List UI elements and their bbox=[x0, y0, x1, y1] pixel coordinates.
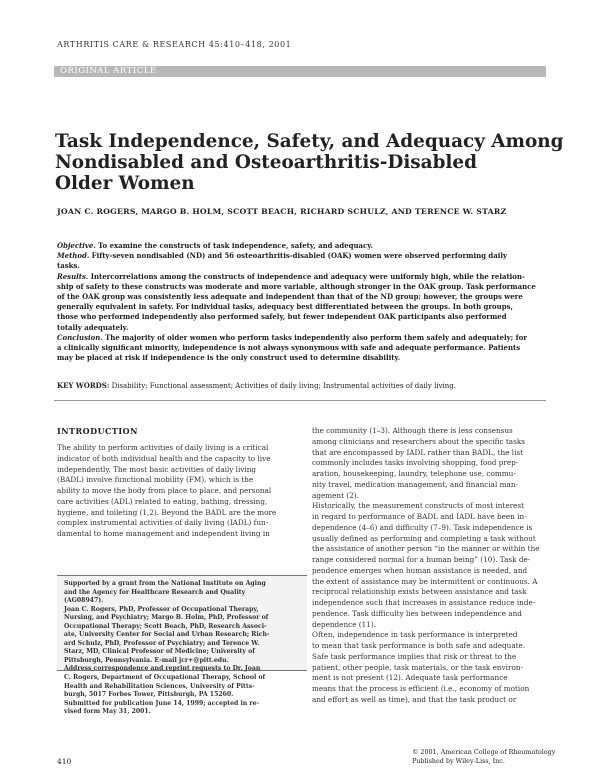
text-line: that are encompassed by IADL rather than BADL, the list bbox=[312, 447, 524, 457]
abstract-text: Intercorrelations among the constructs of independence and adequacy were uniformly high, while the relation- bbox=[88, 271, 525, 281]
keywords bbox=[57, 381, 456, 390]
abstract-line: those who performed independently also performed safely, but fewer independent OAK participants also performed bbox=[57, 312, 507, 322]
text-line: reciprocal relationship exists between assistance and task bbox=[312, 587, 527, 597]
abstract-label: Results. bbox=[57, 271, 89, 281]
abstract-line: totally adequately. bbox=[57, 322, 129, 332]
abstract-line: of the OAK group was consistently less adequate and independent than that of the ND group; however, the groups were bbox=[57, 292, 523, 302]
text-line: commonly includes tasks involving shopping, food prep- bbox=[312, 458, 519, 468]
text-line: ability to move the body from place to place, and personal bbox=[57, 486, 272, 495]
text-line: (BADL) involve functional mobility (FM), which is the bbox=[57, 475, 254, 485]
footnote-line: and the Agency for Healthcare Research and Quality bbox=[64, 588, 246, 596]
abstract-line: tasks. bbox=[57, 261, 80, 271]
text-line: the extent of assistance may be intermittent or continuous. A bbox=[312, 576, 538, 586]
text-line: means that the process is efficient (i.e., economy of motion bbox=[312, 684, 530, 693]
footnote-line: Supported by a grant from the National Institute on Aging bbox=[64, 580, 266, 587]
footnote-line: vised form May 31, 2001. bbox=[64, 708, 151, 716]
footnote-line: Health and Rehabilitation Sciences, University of Pitts- bbox=[64, 682, 255, 690]
left-column-text bbox=[57, 443, 276, 540]
text-line: dependence (4–6) and difficulty (7–9). Task independence is bbox=[312, 522, 533, 532]
text-line: indicator of both individual health and the capacity to live bbox=[57, 453, 271, 463]
text-line: Safe task performance implies that risk or threat to the bbox=[312, 651, 517, 661]
text-line: pendence. Task difficulty lies between independence and bbox=[312, 608, 522, 618]
right-column-text bbox=[312, 426, 540, 706]
title-line: Older Women bbox=[55, 173, 195, 194]
footnote bbox=[64, 580, 269, 717]
keywords-text: Disability; Functional assessment; Activities of daily living; Instrumental activities of daily living. bbox=[109, 382, 456, 390]
abstract-conclusion bbox=[57, 333, 545, 343]
copyright-notice bbox=[412, 748, 555, 765]
text-line: agement (2). bbox=[312, 490, 359, 500]
footnote-line: ate, University Center for Social and Urban Research; Rich- bbox=[64, 631, 270, 639]
footnote-line: C. Rogers, Department of Occupational Therapy, School of bbox=[64, 674, 266, 682]
keywords-label: KEY WORDS: bbox=[57, 381, 110, 390]
footnote-line: Address correspondence and reprint requests to Dr. Joan bbox=[64, 665, 261, 673]
abstract-text: To examine the constructs of task independence, safety, and adequacy. bbox=[95, 241, 373, 250]
abstract-method bbox=[57, 251, 545, 261]
abstract-objective bbox=[57, 241, 545, 251]
abstract-label: Conclusion. bbox=[57, 332, 103, 342]
text-line: hygiene, and toileting (1,2). Beyond the BADL are the more bbox=[57, 507, 277, 517]
text-line: patient, other people, task materials, or the task environ- bbox=[312, 662, 523, 672]
copyright-line: © 2001, American College of Rheumatology bbox=[412, 748, 556, 756]
abstract-line: a clinically significant minority, independence is not always synonymous with safe and adequate performance. Patients bbox=[57, 343, 521, 353]
footnote-line: Occupational Therapy; Scott Beach, PhD, Research Associ- bbox=[64, 622, 267, 630]
section-divider bbox=[54, 400, 546, 401]
text-line: aration, housekeeping, laundry, telephone use, commu- bbox=[312, 469, 516, 478]
abstract-line: ship of safety to these constructs was moderate and more variable, although stronger in the OAK group. Task performance bbox=[57, 281, 536, 291]
copyright-line: Published by Wiley-Liss, Inc. bbox=[412, 756, 505, 765]
text-line: among clinicians and researchers about the specific tasks bbox=[312, 436, 525, 446]
page-number: 410 bbox=[57, 757, 72, 766]
footnote-line: ard Schulz, PhD, Professor of Psychiatry; and Terence W. bbox=[64, 639, 260, 647]
text-line: the community (1–3). Although there is less consensus bbox=[312, 426, 513, 435]
abstract-text: The majority of older women who perform tasks independently also perform them safely and adequately; for bbox=[102, 332, 527, 342]
abstract-results bbox=[57, 272, 545, 282]
footnote-line: (AG08947). bbox=[64, 597, 104, 605]
text-line: Often, independence in task performance is interpreted bbox=[312, 630, 518, 640]
abstract-label: Objective. bbox=[57, 241, 96, 250]
section-label: ORIGINAL ARTICLE bbox=[60, 66, 157, 76]
text-line: damental to home management and independent living in bbox=[57, 529, 270, 538]
abstract-label: Method. bbox=[57, 251, 90, 261]
text-line: pendence emerges when human assistance is needed, and bbox=[312, 565, 528, 575]
footnote-line: Submitted for publication June 14, 1999; accepted in re- bbox=[64, 699, 260, 707]
text-line: independence such that increases in assistance reduce inde- bbox=[312, 598, 536, 607]
text-line: usually defined as performing and completing a task without bbox=[312, 533, 536, 543]
text-line: The ability to perform activities of daily living is a critical bbox=[57, 443, 269, 452]
text-line: ment is not present (12). Adequate task performance bbox=[312, 673, 508, 683]
text-line: independently. The most basic activities of daily living bbox=[57, 464, 257, 474]
footnote-line: Pittsburgh, Pennsylvania. E-mail jcr+@pitt.edu. bbox=[64, 656, 229, 664]
text-line: to mean that task performance is both safe and adequate. bbox=[312, 641, 526, 650]
title-line: Task Independence, Safety, and Adequacy Among bbox=[55, 131, 564, 152]
text-line: nity travel, medication management, and financial man- bbox=[312, 479, 518, 489]
abstract-line: generally equivalent in safety. For individual tasks, adequacy best differentiated between the groups. In both groups, bbox=[57, 302, 513, 312]
section-banner bbox=[54, 66, 546, 77]
footnote-line: burgh, 5017 Forbes Tower, Pittsburgh, PA 15260. bbox=[64, 691, 234, 699]
abstract-text: Fifty-seven nondisabled (ND) and 56 osteoarthritis-disabled (OAK) women were observed performing daily bbox=[89, 251, 508, 261]
journal-citation: ARTHRITIS CARE & RESEARCH 45:410–418, 2001 bbox=[57, 40, 292, 49]
footnote-line: Joan C. Rogers, PhD, Professor of Occupational Therapy, bbox=[64, 605, 259, 613]
footnote-line: Nursing, and Psychiatry; Margo B. Holm, PhD, Professor of bbox=[64, 614, 269, 622]
abstract-line: may be placed at risk if independence is the only construct used to determine disability. bbox=[57, 353, 401, 363]
text-line: dependence (11). bbox=[312, 619, 376, 629]
text-line: care activities (ADL) related to eating, bathing, dressing, bbox=[57, 496, 268, 506]
text-line: in regard to performance of BADL and IADL have been in- bbox=[312, 512, 527, 521]
footnote-line: Starz, MD, Clinical Professor of Medicine; University of bbox=[64, 648, 255, 656]
article-title bbox=[55, 131, 564, 194]
author-list: JOAN C. ROGERS, MARGO B. HOLM, SCOTT BEACH, RICHARD SCHULZ, AND TERENCE W. STARZ bbox=[57, 207, 507, 216]
text-line: range considered normal for a human being” (10). Task de- bbox=[312, 555, 531, 564]
text-line: the assistance of another person “in the manner or within the bbox=[312, 544, 540, 554]
text-line: complex instrumental activities of daily living (IADL) fun- bbox=[57, 518, 269, 528]
introduction-heading: INTRODUCTION bbox=[57, 426, 138, 436]
text-line: Historically, the measurement constructs of most interest bbox=[312, 501, 525, 511]
title-line: Nondisabled and Osteoarthritis-Disabled bbox=[55, 152, 477, 173]
text-line: and effort as well as time), and that the task product or bbox=[312, 694, 517, 704]
abstract bbox=[57, 241, 545, 363]
